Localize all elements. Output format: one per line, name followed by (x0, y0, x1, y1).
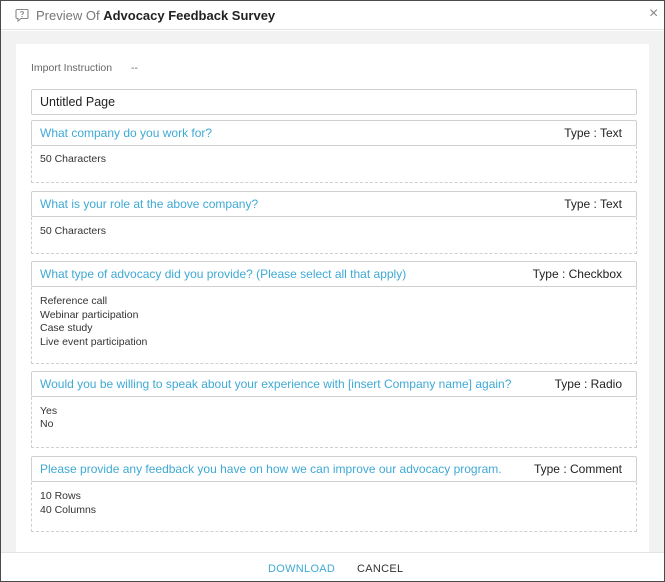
import-instruction-label: Import Instruction (31, 62, 113, 74)
survey-name: Advocacy Feedback Survey (103, 8, 276, 23)
cancel-button[interactable]: CANCEL (357, 563, 404, 575)
question-body (31, 146, 637, 183)
question-header (31, 120, 637, 146)
question-option: 40 Columns (40, 504, 97, 516)
modal-body (1, 31, 664, 552)
question-option: Reference call (40, 295, 108, 307)
question-option: Yes (40, 405, 58, 417)
question-type: Type : Text (564, 197, 622, 211)
question-body (31, 397, 637, 448)
question-text: What type of advocacy did you provide? (Please select all that apply) (40, 267, 407, 281)
survey-icon (15, 8, 29, 22)
question-header (31, 371, 637, 397)
question-option: 50 Characters (40, 153, 106, 165)
question-option: 50 Characters (40, 225, 106, 237)
question-text: What company do you work for? (40, 126, 213, 140)
close-icon[interactable]: × (649, 5, 659, 22)
question-body (31, 287, 637, 364)
survey-preview-content (16, 44, 649, 552)
question-type: Type : Text (564, 126, 622, 140)
page-header (31, 89, 637, 115)
modal-title-prefix: Preview Of (36, 8, 104, 23)
question-text: Would you be willing to speak about your experience with [insert Company name] again? (40, 377, 512, 391)
question-body (31, 217, 637, 254)
question-option: No (40, 418, 54, 430)
question-option: Webinar participation (40, 309, 139, 321)
import-instruction-value: -- (131, 62, 138, 74)
modal-footer (1, 552, 664, 581)
question-header (31, 456, 637, 482)
question-type: Type : Comment (533, 462, 622, 476)
question-option: Case study (40, 322, 93, 334)
question-header (31, 191, 637, 217)
download-button[interactable]: DOWNLOAD (268, 563, 336, 575)
question-body (31, 482, 637, 532)
question-option: Live event participation (40, 336, 148, 348)
question-type: Type : Checkbox (532, 267, 622, 281)
modal-header (1, 1, 664, 30)
modal-title (36, 8, 275, 23)
question-text: What is your role at the above company? (40, 197, 259, 211)
question-header (31, 261, 637, 287)
page-title: Untitled Page (40, 95, 116, 109)
question-text: Please provide any feedback you have on how we can improve our advocacy program. (40, 462, 502, 476)
question-type: Type : Radio (554, 377, 622, 391)
question-option: 10 Rows (40, 490, 81, 502)
